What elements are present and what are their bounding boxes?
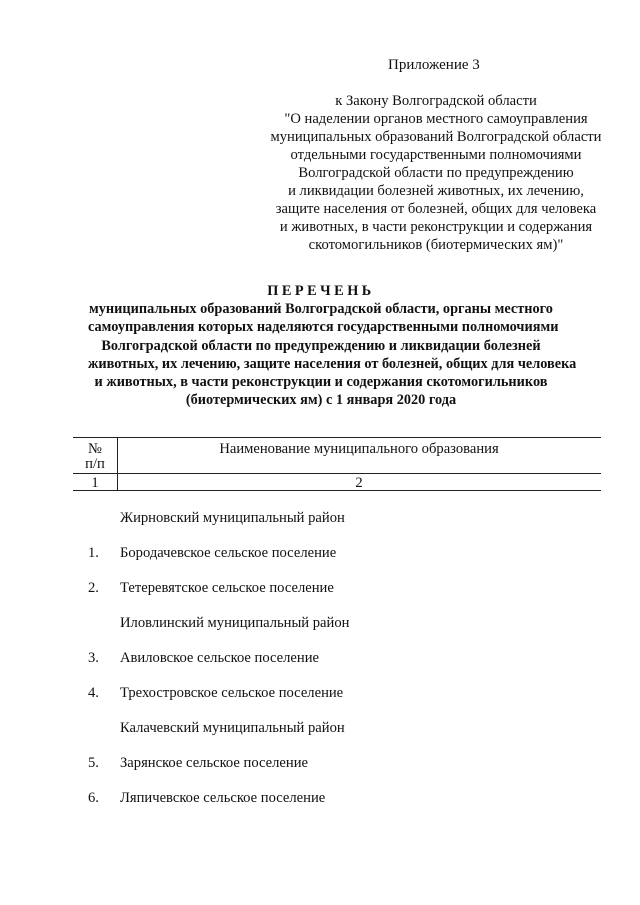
col-name-header: Наименование муниципального образования (219, 441, 499, 457)
settlement-name: Зарянское сельское поселение (120, 755, 308, 771)
law-reference-line: "О наделении органов местного самоуправления (284, 111, 588, 127)
list-subtitle-line: и животных, в части реконструкции и содержания скотомогильников (94, 374, 548, 391)
appendix-label: Приложение 3 (388, 57, 480, 73)
entry-number: 1. (88, 545, 99, 561)
entry-number: 3. (88, 650, 99, 666)
list-subtitle-line: Волгоградской области по предупреждению и ликвидации болезней (101, 337, 541, 354)
col-number-header: № (88, 441, 102, 457)
list-subtitle-line: муниципальных образований Волгоградской области, органы местного (89, 301, 553, 318)
settlement-name: Трехостровское сельское поселение (120, 685, 344, 701)
list-subtitle-line: (биотермических ям) с 1 января 2020 года (185, 392, 457, 409)
settlement-name: Ляпичевское сельское поселение (120, 790, 326, 806)
col-name-index: 2 (355, 475, 363, 491)
district-name: Иловлинский муниципальный район (120, 615, 350, 631)
entry-number: 5. (88, 755, 99, 771)
list-heading (88, 282, 577, 409)
entry-number: 2. (88, 580, 99, 596)
law-reference (232, 92, 640, 254)
entry-number: 6. (88, 790, 99, 806)
col-number-header: п/п (85, 456, 105, 472)
district-name: Жирновский муниципальный район (120, 510, 345, 526)
list-title: ПЕРЕЧЕНЬ (267, 283, 375, 299)
settlement-name: Авиловское сельское поселение (120, 650, 320, 666)
law-reference-line: отдельными государственными полномочиями (290, 147, 582, 163)
settlement-name: Тетеревятское сельское поселение (120, 580, 334, 596)
settlement-name: Бородачевское сельское поселение (120, 545, 337, 561)
list-subtitle-line: животных, их лечению, защите населения от болезней, общих для человека (88, 355, 577, 372)
law-reference-line: Волгоградской области по предупреждению (298, 165, 574, 181)
entry-number: 4. (88, 685, 99, 701)
law-reference-line: к Закону Волгоградской области (335, 93, 537, 109)
law-reference-line: скотомогильников (биотермических ям)" (308, 237, 564, 253)
list-subtitle-line: самоуправления которых наделяются государственными полномочиями (88, 319, 559, 336)
law-reference-line: и ликвидации болезней животных, их лечению, (288, 183, 584, 199)
law-reference-line: муниципальных образований Волгоградской области (270, 129, 602, 145)
table-top-border (73, 437, 601, 438)
col-number-index: 1 (91, 475, 99, 491)
law-reference-line: и животных, в части реконструкции и содержания (279, 219, 593, 235)
district-name: Калачевский муниципальный район (120, 720, 345, 736)
law-reference-line: защите населения от болезней, общих для человека (275, 201, 597, 217)
